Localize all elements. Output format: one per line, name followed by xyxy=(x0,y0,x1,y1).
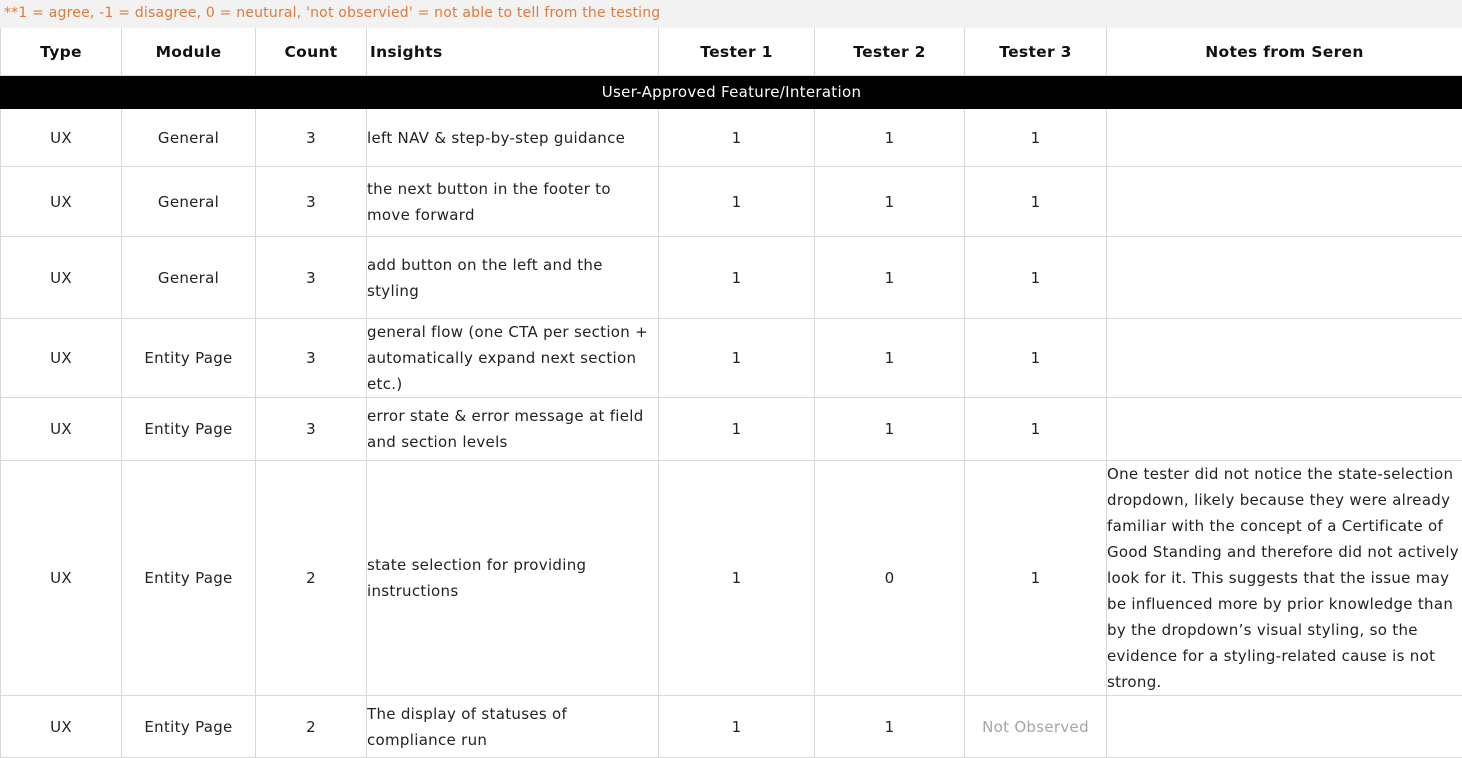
col-header-module[interactable]: Module xyxy=(122,28,256,76)
cell-count[interactable]: 2 xyxy=(256,696,367,758)
table-row xyxy=(1,398,1462,461)
cell-module[interactable]: General xyxy=(122,237,256,319)
cell-tester-1[interactable]: 1 xyxy=(659,398,815,461)
cell-module[interactable]: General xyxy=(122,167,256,237)
cell-type[interactable]: UX xyxy=(1,109,122,167)
cell-tester-1[interactable]: 1 xyxy=(659,237,815,319)
col-header-type[interactable]: Type xyxy=(1,28,122,76)
cell-tester-3[interactable]: 1 xyxy=(965,398,1107,461)
cell-type[interactable]: UX xyxy=(1,696,122,758)
cell-tester-1[interactable]: 1 xyxy=(659,461,815,696)
cell-tester-3[interactable]: Not Observed xyxy=(965,696,1107,758)
cell-insight[interactable]: left NAV & step-by-step guidance xyxy=(367,109,659,167)
cell-notes[interactable] xyxy=(1107,167,1462,237)
cell-count[interactable]: 3 xyxy=(256,109,367,167)
cell-notes[interactable] xyxy=(1107,109,1462,167)
cell-module[interactable]: Entity Page xyxy=(122,461,256,696)
cell-tester-2[interactable]: 1 xyxy=(815,109,965,167)
cell-insight[interactable]: error state & error message at field and section levels xyxy=(367,398,659,461)
cell-notes[interactable]: One tester did not notice the state-selection dropdown, likely because they were already familiar with the concept of a Certificate of Good Standing and therefore did not actively look for it. This suggests that the issue may be influenced more by prior knowledge than by the dropdown’s visual styling, so the evidence for a styling-related cause is not strong. xyxy=(1107,461,1462,696)
cell-notes[interactable] xyxy=(1107,319,1462,398)
table-row xyxy=(1,237,1462,319)
cell-insight[interactable]: general flow (one CTA per section + automatically expand next section etc.) xyxy=(367,319,659,398)
cell-insight[interactable]: add button on the left and the styling xyxy=(367,237,659,319)
col-header-tester-1[interactable]: Tester 1 xyxy=(659,28,815,76)
cell-insight[interactable]: the next button in the footer to move forward xyxy=(367,167,659,237)
cell-insight[interactable]: state selection for providing instructions xyxy=(367,461,659,696)
cell-tester-3[interactable]: 1 xyxy=(965,109,1107,167)
cell-tester-1[interactable]: 1 xyxy=(659,167,815,237)
section-header-row xyxy=(1,76,1462,109)
cell-type[interactable]: UX xyxy=(1,461,122,696)
cell-count[interactable]: 3 xyxy=(256,237,367,319)
table-row xyxy=(1,167,1462,237)
cell-notes[interactable] xyxy=(1107,696,1462,758)
cell-tester-3[interactable]: 1 xyxy=(965,237,1107,319)
col-header-tester-2[interactable]: Tester 2 xyxy=(815,28,965,76)
cell-type[interactable]: UX xyxy=(1,167,122,237)
usability-findings-table xyxy=(0,28,1462,758)
cell-tester-2[interactable]: 1 xyxy=(815,696,965,758)
cell-notes[interactable] xyxy=(1107,398,1462,461)
cell-count[interactable]: 3 xyxy=(256,167,367,237)
cell-tester-2[interactable]: 1 xyxy=(815,237,965,319)
section-title[interactable]: User-Approved Feature/Interation xyxy=(1,76,1462,109)
cell-tester-1[interactable]: 1 xyxy=(659,109,815,167)
col-header-count[interactable]: Count xyxy=(256,28,367,76)
cell-tester-3[interactable]: 1 xyxy=(965,319,1107,398)
cell-count[interactable]: 3 xyxy=(256,398,367,461)
cell-notes[interactable] xyxy=(1107,237,1462,319)
col-header-notes[interactable]: Notes from Seren xyxy=(1107,28,1462,76)
cell-tester-3[interactable]: 1 xyxy=(965,167,1107,237)
table-row xyxy=(1,461,1462,696)
cell-type[interactable]: UX xyxy=(1,237,122,319)
table-row xyxy=(1,696,1462,758)
legend-note: **1 = agree, -1 = disagree, 0 = neutural, 'not observied' = not able to tell from the testing xyxy=(0,0,1462,28)
cell-insight[interactable]: The display of statuses of compliance run xyxy=(367,696,659,758)
cell-tester-2[interactable]: 0 xyxy=(815,461,965,696)
header-row xyxy=(1,28,1462,76)
cell-module[interactable]: Entity Page xyxy=(122,398,256,461)
cell-module[interactable]: General xyxy=(122,109,256,167)
col-header-tester-3[interactable]: Tester 3 xyxy=(965,28,1107,76)
cell-type[interactable]: UX xyxy=(1,319,122,398)
cell-type[interactable]: UX xyxy=(1,398,122,461)
cell-tester-1[interactable]: 1 xyxy=(659,696,815,758)
table-row xyxy=(1,319,1462,398)
cell-count[interactable]: 2 xyxy=(256,461,367,696)
cell-tester-1[interactable]: 1 xyxy=(659,319,815,398)
col-header-insights[interactable]: Insights xyxy=(367,28,659,76)
cell-module[interactable]: Entity Page xyxy=(122,319,256,398)
cell-module[interactable]: Entity Page xyxy=(122,696,256,758)
cell-tester-2[interactable]: 1 xyxy=(815,319,965,398)
cell-tester-2[interactable]: 1 xyxy=(815,398,965,461)
cell-tester-3[interactable]: 1 xyxy=(965,461,1107,696)
cell-count[interactable]: 3 xyxy=(256,319,367,398)
table-row xyxy=(1,109,1462,167)
cell-tester-2[interactable]: 1 xyxy=(815,167,965,237)
